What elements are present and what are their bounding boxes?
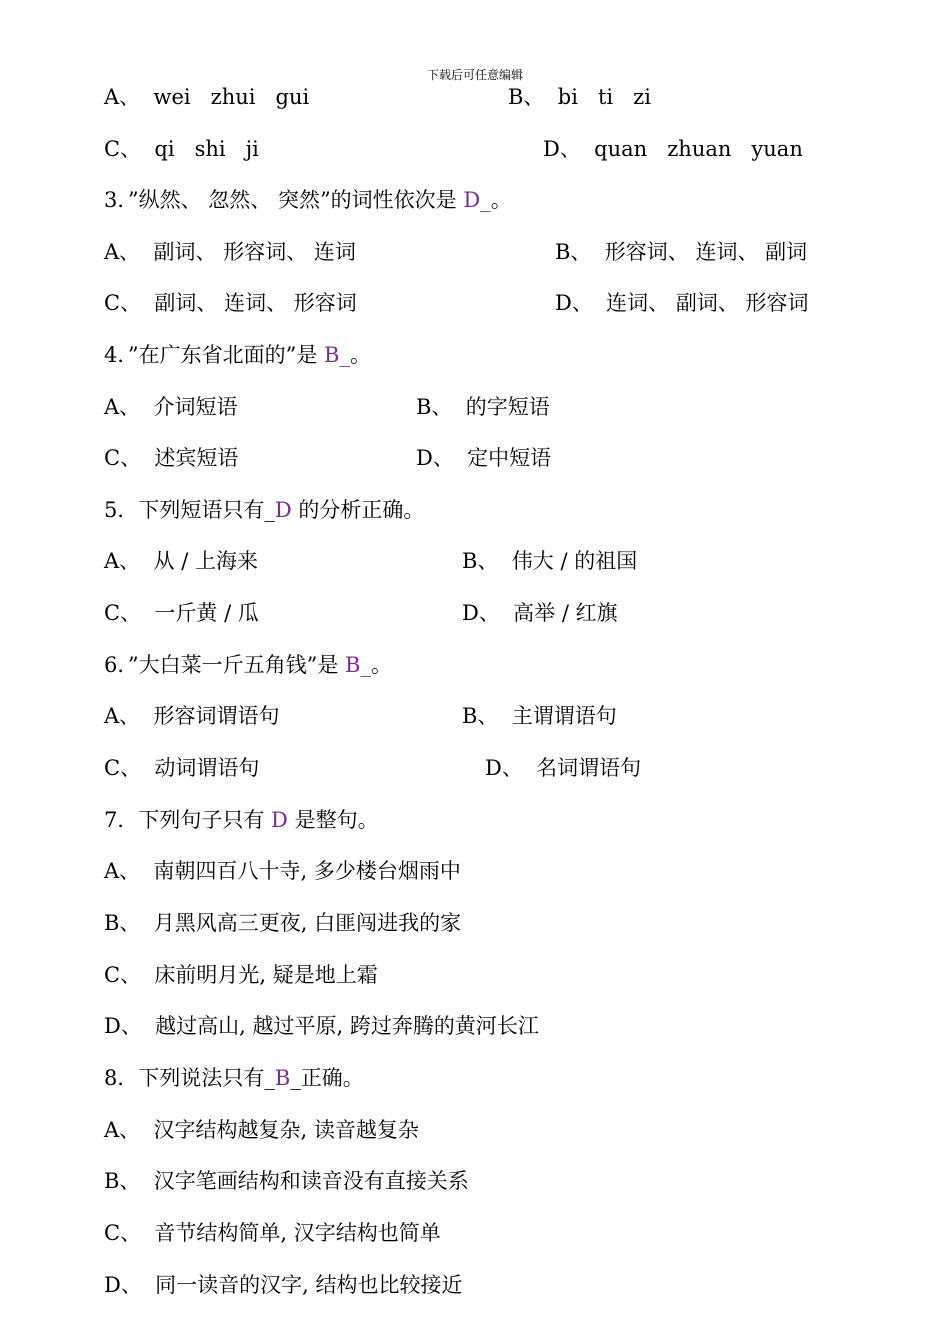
q3-option-d: D、 连词、 副词、 形容词: [555, 291, 809, 315]
q4-stem-post: 。: [349, 343, 371, 367]
q4-option-a: A、 介词短语: [104, 395, 238, 419]
q7-stem-text: [104, 805, 379, 835]
q6-options-row-2: [0, 753, 642, 783]
q3-option-a: A、 副词、 形容词、 连词: [104, 240, 356, 264]
q3-answer: D_: [463, 188, 491, 212]
q6-option-c: C、 动词谓语句: [104, 756, 260, 780]
q6-option-d: D、 名词谓语句: [485, 756, 642, 780]
q6-stem-text: [104, 650, 392, 680]
q8-stem-post: _正确。: [290, 1066, 364, 1090]
q4-stem: [0, 340, 371, 370]
q2-options-row-1: [0, 82, 651, 112]
q5-answer: D: [274, 498, 292, 522]
page-header: 下载后可任意编辑: [426, 68, 523, 82]
q8-answer: B: [274, 1066, 291, 1090]
q5-stem-text: [104, 495, 424, 525]
q3-options-row-1: [0, 237, 808, 267]
q4-stem-pre: 4．”在广东省北面的”是: [104, 343, 325, 367]
q8-option-c: C、 音节结构简单, 汉字结构也简单: [104, 1221, 441, 1245]
q3-stem-pre: 3．”纵然、 忽然、 突然”的词性依次是: [104, 188, 464, 212]
q5-options-row-2: [0, 598, 618, 628]
q5-option-b: B、 伟大 / 的祖国: [462, 549, 638, 573]
q7-option-c: C、 床前明月光, 疑是地上霜: [104, 963, 378, 987]
q4-options-row-2: [0, 443, 552, 473]
q8-stem-pre: 8．下列说法只有_: [104, 1066, 275, 1090]
q8-stem-text: [104, 1063, 364, 1093]
q6-options-row-1: [0, 701, 617, 731]
q6-stem: [0, 650, 392, 680]
q7-stem: [0, 805, 379, 835]
q2-option-c: C、 qi shi ji: [104, 137, 259, 161]
q7-option-d-row: [0, 1011, 539, 1041]
q7-option-a: A、 南朝四百八十寺, 多少楼台烟雨中: [104, 859, 461, 883]
q8-option-b-row: [0, 1166, 469, 1196]
q5-stem-post: 的分析正确。: [291, 498, 425, 522]
q5-stem: [0, 495, 425, 525]
q4-options-row-1: [0, 392, 550, 422]
q4-option-c: C、 述宾短语: [104, 446, 239, 470]
q7-option-b-row: [0, 908, 462, 938]
q5-option-c: C、 一斤黄 / 瓜: [104, 601, 259, 625]
q3-options-row-2: [0, 288, 809, 318]
q4-option-d: D、 定中短语: [416, 446, 552, 470]
q3-stem: [0, 185, 512, 215]
q8-stem: [0, 1063, 364, 1093]
q6-stem-pre: 6．”大白菜一斤五角钱”是: [104, 653, 346, 677]
q3-stem-post: 。: [490, 188, 512, 212]
q5-option-d: D、 高举 / 红旗: [462, 601, 618, 625]
q7-option-d: D、 越过高山, 越过平原, 跨过奔腾的黄河长江: [104, 1014, 539, 1038]
q6-stem-post: 。: [370, 653, 392, 677]
q8-option-d: D、 同一读音的汉字, 结构也比较接近: [104, 1273, 463, 1297]
q3-stem-text: [104, 185, 512, 215]
q6-option-b: B、 主谓谓语句: [462, 704, 617, 728]
q3-option-c: C、 副词、 连词、 形容词: [104, 291, 357, 315]
q3-option-b: B、 形容词、 连词、 副词: [555, 240, 808, 264]
q4-answer: B_: [324, 343, 350, 367]
q2-option-d: D、 quan zhuan yuan: [543, 137, 803, 161]
q4-option-b: B、 的字短语: [416, 395, 550, 419]
q8-option-b: B、 汉字笔画结构和读音没有直接关系: [104, 1169, 469, 1193]
q7-option-b: B、 月黑风高三更夜, 白匪闯进我的家: [104, 911, 462, 935]
q8-option-a: A、 汉字结构越复杂, 读音越复杂: [104, 1118, 419, 1142]
q2-option-a: A、 wei zhui gui: [104, 85, 310, 109]
q2-options-row-2: [0, 134, 803, 164]
q5-options-row-1: [0, 546, 638, 576]
q2-option-b: B、 bi ti zi: [508, 85, 651, 109]
q7-answer: D: [271, 808, 288, 832]
q4-stem-text: [104, 340, 371, 370]
q7-stem-post: 是整句。: [287, 808, 379, 832]
q6-option-a: A、 形容词谓语句: [104, 704, 280, 728]
q8-option-a-row: [0, 1115, 419, 1145]
q7-option-c-row: [0, 960, 378, 990]
q5-option-a: A、 从 / 上海来: [104, 549, 258, 573]
q7-option-a-row: [0, 856, 461, 886]
q6-answer: B_: [345, 653, 371, 677]
q8-option-c-row: [0, 1218, 441, 1248]
q7-stem-pre: 7．下列句子只有: [104, 808, 272, 832]
q8-option-d-row: [0, 1270, 463, 1300]
q5-stem-pre: 5．下列短语只有_: [104, 498, 275, 522]
